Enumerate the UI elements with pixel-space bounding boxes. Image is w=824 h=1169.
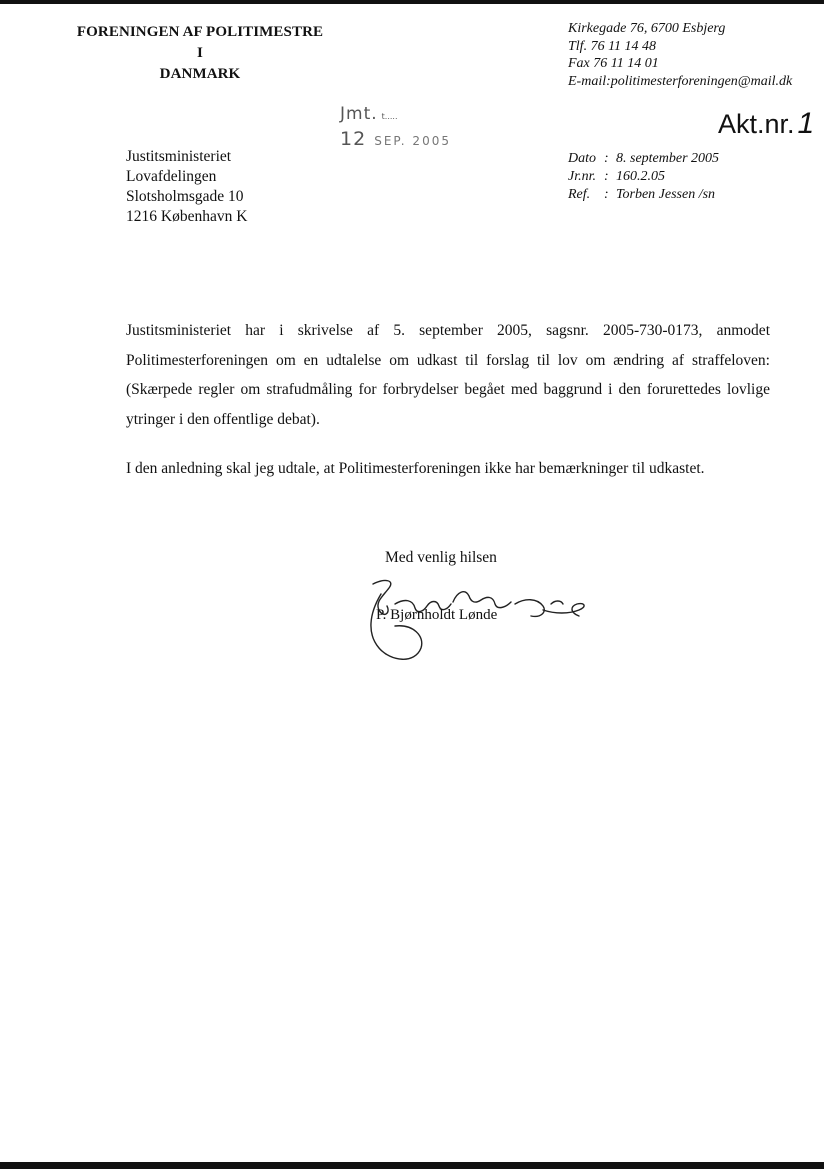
akt-number-stamp: [718, 107, 814, 141]
reference-block: [568, 150, 719, 204]
date-label: Dato: [568, 151, 596, 166]
recipient-line2: Lovafdelingen: [126, 168, 217, 185]
body-paragraph-2: I den anledning skal jeg udtale, at Politimesterforeningen ikke har bemærkninger til udkastet.: [126, 460, 705, 477]
stamp-office-small: t.....: [381, 112, 398, 121]
ref-row-jrnr: [568, 168, 719, 186]
ref-row-ref: [568, 186, 719, 204]
date-value: 8. september 2005: [616, 151, 720, 166]
ref-value: Torben Jessen /sn: [616, 187, 716, 202]
stamp-month-year: SEP. 2005: [374, 134, 451, 148]
jrnr-label: Jr.nr.: [568, 169, 597, 184]
org-name-line2: I: [197, 45, 203, 61]
stamp-office-text: Jmt.: [340, 104, 378, 124]
jrnr-separator: :: [604, 169, 609, 184]
ref-separator: :: [604, 187, 609, 202]
akt-label: Akt.nr.: [718, 109, 795, 139]
contact-address: Kirkegade 76, 6700 Esbjerg: [568, 21, 726, 36]
stamp-date: [340, 128, 451, 150]
stamp-office: [340, 104, 451, 124]
contact-fax: Fax 76 11 14 01: [568, 56, 659, 71]
letterhead-organization: [60, 22, 340, 85]
letterhead-contact: [568, 20, 824, 90]
ref-label: Ref.: [568, 187, 591, 202]
closing-salutation: Med venlig hilsen: [385, 549, 497, 566]
akt-number: 1: [797, 107, 815, 140]
recipient-line3: Slotsholmsgade 10: [126, 188, 244, 205]
date-separator: :: [604, 151, 609, 166]
body-paragraph-1: Justitsministeriet har i skrivelse af 5. september 2005, sagsnr. 2005-730-0173, anmodet Politimesterforeningen om en udtalelse om udkast til forslag til lov om ændring af straffeloven: (Skærpede regler om strafudmåling for forbrydelser begået med baggrund i den forurettedes lovlige ytringer i den offentlige debat).: [126, 322, 770, 428]
letter-body: [126, 316, 770, 484]
signer-name: P. Bjørnholdt Lønde: [376, 607, 498, 623]
scan-edge-top: [0, 0, 824, 4]
org-name-line3: DANMARK: [159, 66, 241, 82]
contact-phone: Tlf. 76 11 14 48: [568, 38, 657, 54]
recipient-line1: Justitsministeriet: [126, 148, 232, 165]
contact-email: E-mail:politimesterforeningen@mail.dk: [568, 73, 793, 89]
scan-edge-bottom: [0, 1162, 824, 1169]
recipient-address: [126, 147, 247, 227]
jrnr-value: 160.2.05: [616, 169, 665, 184]
stamp-day: 12: [340, 128, 367, 150]
received-stamp: [340, 104, 451, 150]
recipient-line4: 1216 København K: [126, 208, 248, 225]
ref-row-date: [568, 150, 719, 168]
org-name-line1: FORENINGEN AF POLITIMESTRE: [76, 24, 324, 40]
